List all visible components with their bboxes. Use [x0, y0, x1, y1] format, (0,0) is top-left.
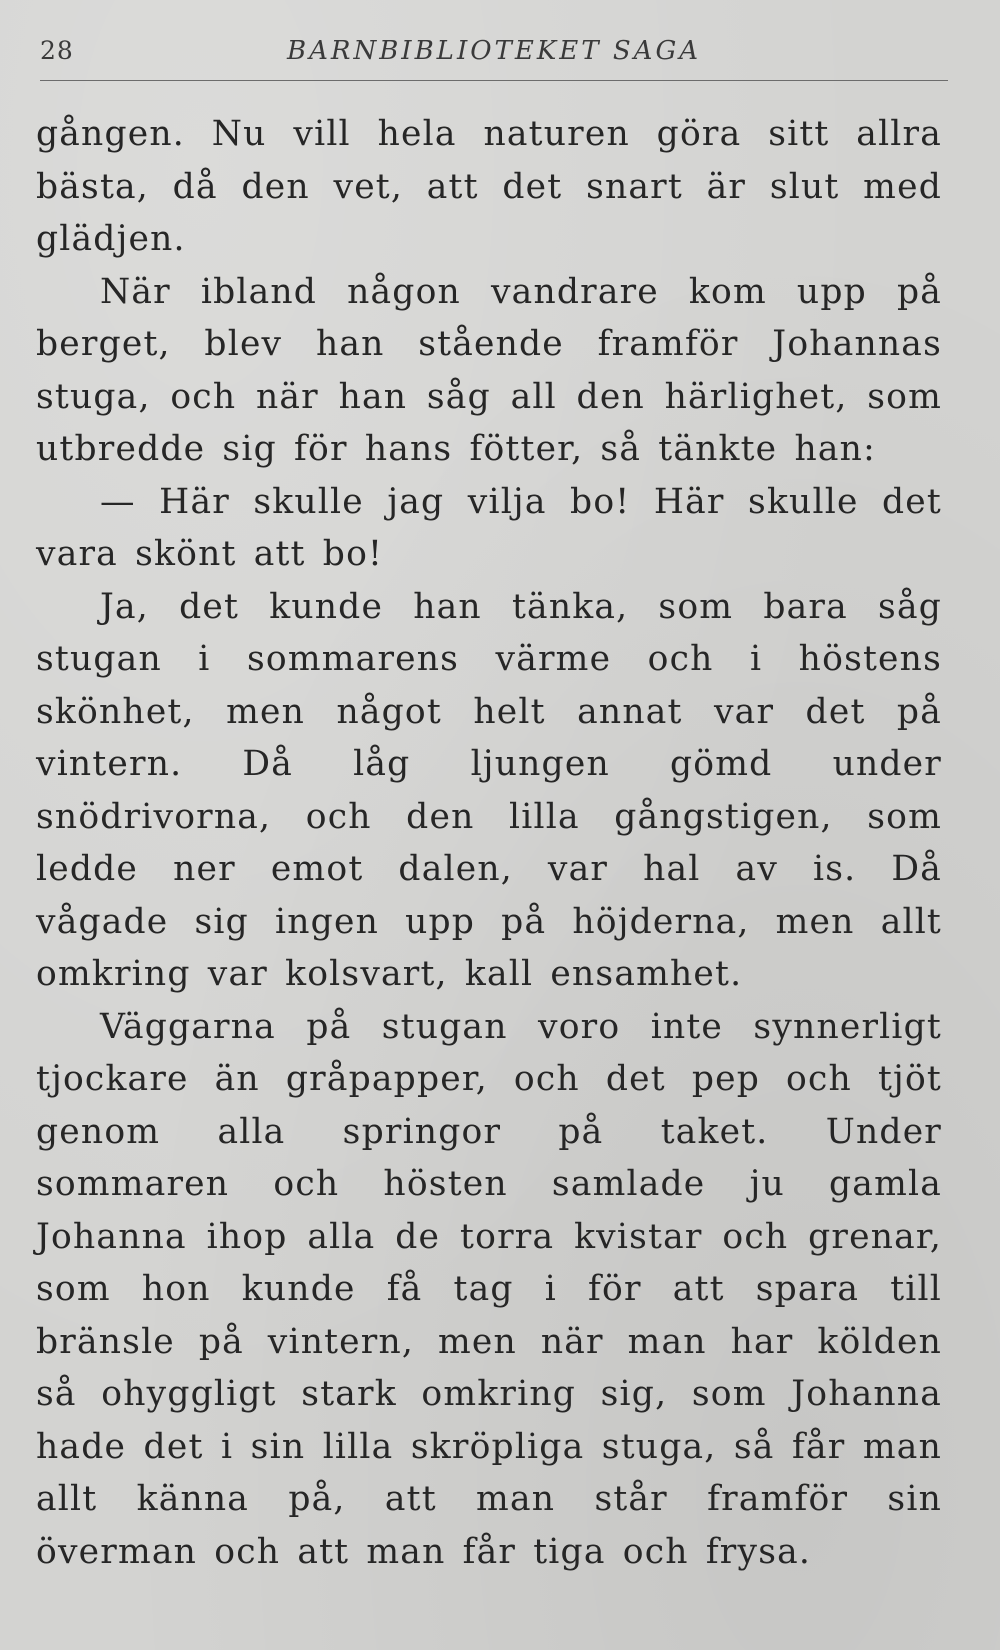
- running-title: BARNBIBLIOTEKET SAGA: [286, 36, 701, 66]
- paragraph-continuation: gången. Nu vill hela naturen göra sitt allra bästa, då den vet, att det snart är slut med glädjen.: [36, 114, 942, 259]
- paragraph-wanderer: När ibland någon vandrare kom upp på berget, blev han stående framför Johannas stuga, och när han såg all den härlighet, som utbredde sig för hans fötter, så tänkte han:: [36, 271, 942, 469]
- body-text: [36, 108, 942, 1578]
- header-rule: [40, 80, 948, 81]
- paragraph-walls: Väggarna på stugan voro inte synnerligt tjockare än gråpapper, och det pep och tjöt genom alla springor på taket. Under sommaren och hösten samlade ju gamla Johanna ihop alla de torra kvistar och grenar, som hon kunde få tag i för att spara till bränsle på vintern, men när man har kölden så ohyggligt stark omkring sig, som Johanna hade det i sin lilla skröpliga stuga, så får man allt känna på, att man står framför sin överman och att man får tiga och frysa.: [36, 1006, 942, 1572]
- paragraph-winter: Ja, det kunde han tänka, som bara såg stugan i sommarens värme och i höstens skönhet, men något helt annat var det på vintern. Då låg ljungen gömd under snödrivorna, och den lilla gångstigen, som ledde ner emot dalen, var hal av is. Då vågade sig ingen upp på höjderna, men allt omkring var kolsvart, kall ensamhet.: [36, 586, 942, 994]
- page-number: 28: [40, 36, 74, 65]
- running-head: [40, 30, 948, 74]
- paragraph-dialogue: — Här skulle jag vilja bo! Här skulle det vara skönt att bo!: [36, 481, 942, 574]
